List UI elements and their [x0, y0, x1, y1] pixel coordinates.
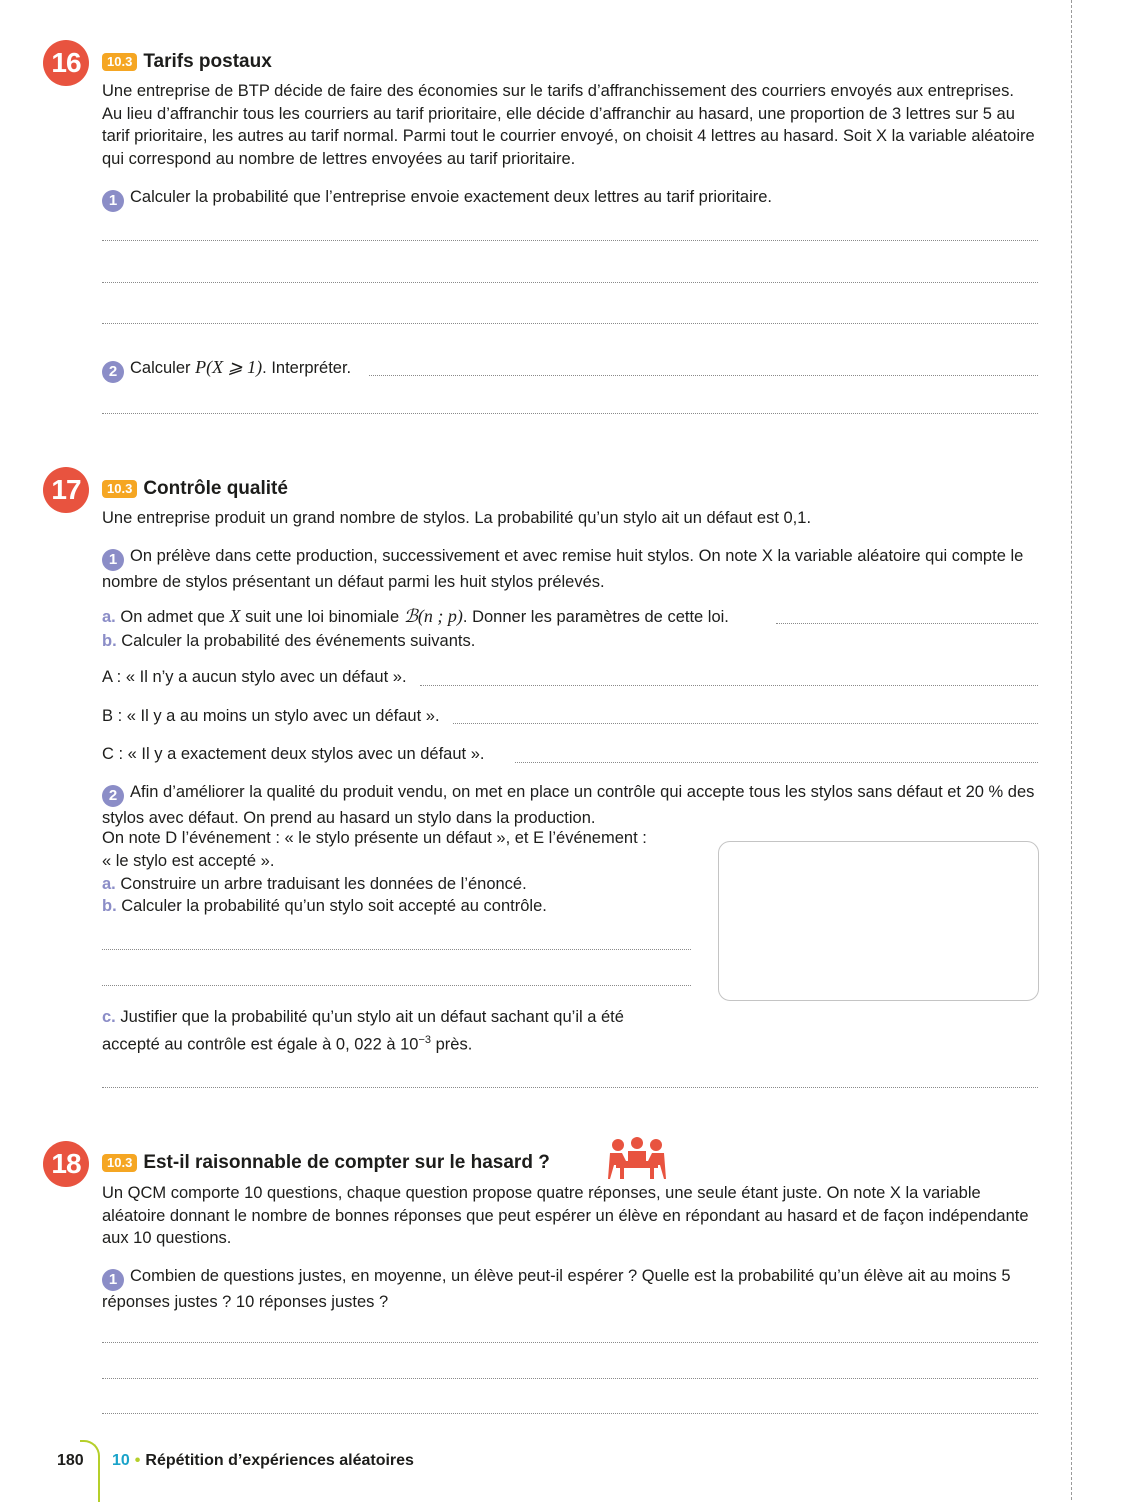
- exercise-header-18: [102, 1152, 550, 1174]
- exercise-number-17: 17: [43, 467, 89, 513]
- question-2: 2 Calculer P(X ⩾ 1). Interpréter.: [102, 356, 1037, 383]
- answer-line[interactable]: [453, 723, 1038, 724]
- chapter-number: 10: [112, 1452, 130, 1469]
- question-2b: b. Calculer la probabilité qu’un stylo soit accepté au contrôle.: [102, 897, 547, 915]
- answer-line[interactable]: [369, 375, 1038, 376]
- question-1b: b. Calculer la probabilité des événements suivants.: [102, 632, 476, 650]
- question-number-icon: 1: [102, 190, 124, 212]
- page-number: 180: [57, 1452, 84, 1469]
- chapter-footer: [112, 1452, 414, 1470]
- question-1: 1 Calculer la probabilité que l’entreprise envoie exactement deux lettres au tarif prioritaire.: [102, 186, 1037, 212]
- exercise-number-18: 18: [43, 1141, 89, 1187]
- group-work-icon: [608, 1137, 666, 1179]
- answer-line[interactable]: [102, 282, 1038, 283]
- question-1: 1 On prélève dans cette production, successivement et avec remise huit stylos. On note X la variable aléatoire qui compte le nombre de stylos présentant un défaut parmi les huit stylos prélevés.: [102, 547, 1024, 592]
- event-c: C : « Il y a exactement deux stylos avec un défaut ».: [102, 745, 485, 763]
- question-2c: c. Justifier que la probabilité qu’un stylo ait un défaut sachant qu’il a été accepté au contrôle est égale à 0, 022 à $10^{-3}$ près.: [102, 1008, 624, 1053]
- exercise-title: Est-il raisonnable de compter sur le hasard ?: [143, 1152, 550, 1173]
- perforation-line: [1071, 0, 1072, 1500]
- question-2-definitions: On note D l’événement : « le stylo présente un défaut », et E l’événement :: [102, 829, 647, 847]
- question-number-icon: 1: [102, 1269, 124, 1291]
- exercise-number-16: 16: [43, 40, 89, 86]
- exercise-statement: Un QCM comporte 10 questions, chaque question propose quatre réponses, une seule étant juste. On note X la variable aléatoire donnant le nombre de bonnes réponses que peut espérer un élève en répondant au hasard et de façon indépendante aux 10 questions.: [102, 1184, 1029, 1247]
- exercise-statement: Une entreprise produit un grand nombre de stylos. La probabilité qu’un stylo ait un défaut est 0,1.: [102, 509, 812, 527]
- section-badge: 10.3: [102, 480, 137, 498]
- question-2-definitions-cont: « le stylo est accepté ».: [102, 852, 275, 870]
- question-1: 1 Combien de questions justes, en moyenne, un élève peut-il espérer ? Quelle est la probabilité qu’un élève ait au moins 5 réponses justes ? 10 réponses justes ?: [102, 1267, 1011, 1312]
- footer-decoration: [80, 1440, 100, 1502]
- answer-line[interactable]: [102, 1342, 1038, 1343]
- answer-line[interactable]: [102, 949, 691, 950]
- event-b: B : « Il y a au moins un stylo avec un défaut ».: [102, 707, 440, 725]
- answer-line[interactable]: [776, 623, 1038, 624]
- answer-line[interactable]: [102, 1378, 1038, 1379]
- section-badge: 10.3: [102, 1154, 137, 1172]
- exercise-header-17: [102, 478, 288, 500]
- answer-line[interactable]: [102, 413, 1038, 414]
- section-badge: 10.3: [102, 53, 137, 71]
- answer-line[interactable]: [102, 1413, 1038, 1414]
- answer-line[interactable]: [420, 685, 1038, 686]
- event-a: A : « Il n’y a aucun stylo avec un défaut ».: [102, 668, 407, 686]
- question-number-icon: 1: [102, 549, 124, 571]
- answer-line[interactable]: [102, 985, 691, 986]
- answer-line[interactable]: [515, 762, 1038, 763]
- exercise-header-16: [102, 51, 272, 73]
- question-number-icon: 2: [102, 785, 124, 807]
- question-2a: a. Construire un arbre traduisant les données de l’énoncé.: [102, 875, 527, 893]
- exercise-title: Contrôle qualité: [143, 478, 288, 499]
- footer-separator: •: [134, 1452, 141, 1469]
- exercise-statement: Une entreprise de BTP décide de faire des économies sur le tarifs d’affranchissement des courriers envoyés aux entreprises. Au lieu d’affranchir tous les courriers au tarif prioritaire, elle décide d’affranchir au hasard, une proportion de 3 lettres sur 5 au tarif prioritaire, les autres au tarif normal. Parmi tout le courrier envoyé, on choisit 4 lettres au hasard. Soit X la variable aléatoire qui correspond au nombre de lettres envoyées au tarif prioritaire.: [102, 82, 1035, 168]
- question-1a: a. On admet que X suit une loi binomiale ℬ(n ; p). Donner les paramètres de cette loi.: [102, 606, 729, 626]
- question-number-icon: 2: [102, 361, 124, 383]
- answer-line[interactable]: [102, 323, 1038, 324]
- answer-line[interactable]: [102, 240, 1038, 241]
- exercise-title: Tarifs postaux: [143, 51, 272, 72]
- chapter-title: Répétition d’expériences aléatoires: [145, 1452, 414, 1469]
- tree-drawing-box[interactable]: [718, 841, 1039, 1001]
- question-2: 2 Afin d’améliorer la qualité du produit vendu, on met en place un contrôle qui accepte tous les stylos sans défaut et 20 % des stylos avec défaut. On prend au hasard un stylo dans la production.: [102, 783, 1035, 828]
- answer-line[interactable]: [102, 1087, 1038, 1088]
